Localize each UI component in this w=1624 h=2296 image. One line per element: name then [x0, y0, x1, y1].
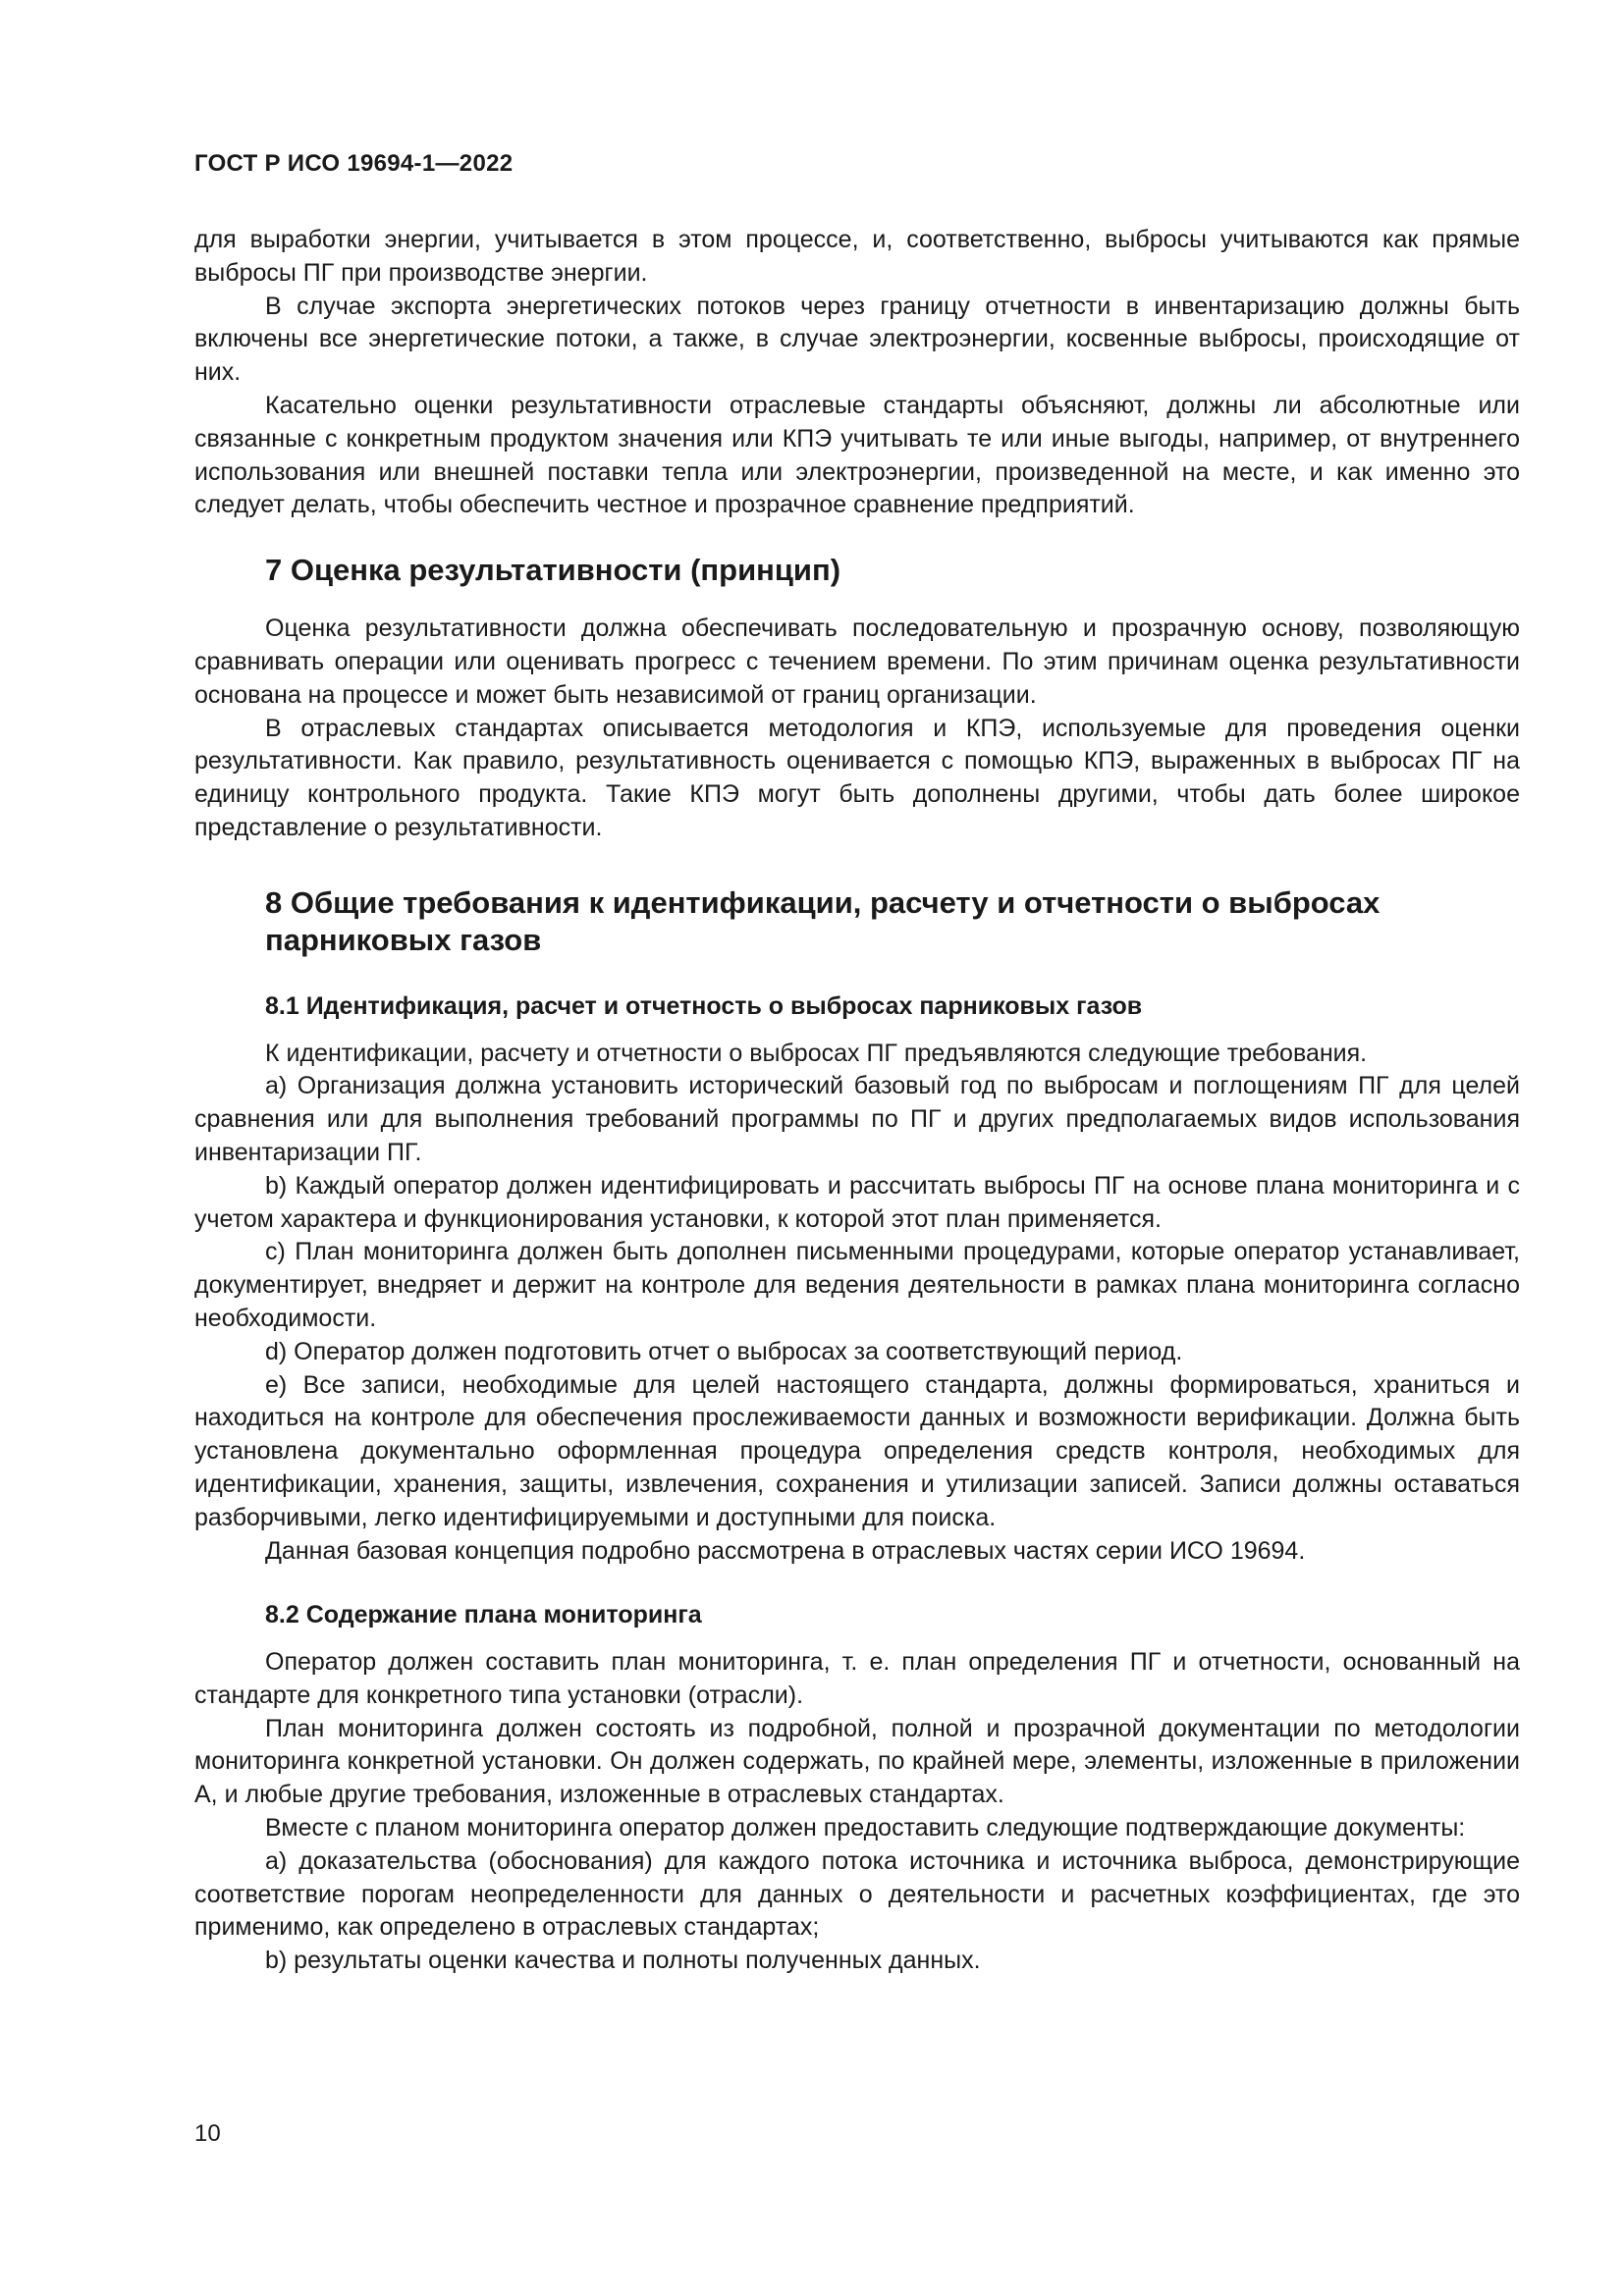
- document-page: [194, 0, 1520, 2296]
- list-item: а) доказательства (обоснования) для каждого потока источника и источника выброса, демонстрирующие соответствие порогам неопределенности для данных о деятельности и расчетных коэффициентах, где это применимо, как определено в отраслевых стандартах;: [194, 1846, 1520, 1942]
- document-body: [194, 224, 1520, 1978]
- subsection-8-1-heading: 8.1 Идентификация, расчет и отчетность о выбросах парниковых газов: [265, 991, 1143, 1020]
- paragraph: Оценка результативности должна обеспечивать последовательную и прозрачную основу, позволяющую сравнивать операции или оценивать прогресс с течением времени. По этим причинам оценка результативности основана на процессе и может быть независимой от границ организации.: [194, 614, 1520, 709]
- list-item: b) Каждый оператор должен идентифицировать и рассчитать выбросы ПГ на основе плана мониторинга и с учетом характера и функционирования установки, к которой этот план применяется.: [194, 1171, 1520, 1233]
- subsection-8-2-heading: 8.2 Содержание плана мониторинга: [265, 1601, 702, 1629]
- list-item: b) результаты оценки качества и полноты полученных данных.: [265, 1947, 981, 1975]
- list-item: а) Организация должна установить исторический базовый год по выбросам и поглощениям ПГ для целей сравнения или для выполнения требований программы по ПГ и других предполагаемых видов использования инвентаризации ПГ.: [194, 1072, 1520, 1166]
- standard-code-header: ГОСТ Р ИСО 19694-1—2022: [194, 150, 514, 177]
- paragraph: Вместе с планом мониторинга оператор должен предоставить следующие подтверждающие документы:: [265, 1814, 1466, 1842]
- section-8-heading: 8 Общие требования к идентификации, расчету и отчетности о выбросах парниковых газов: [265, 884, 1380, 957]
- paragraph: Касательно оценки результативности отраслевые стандарты объясняют, должны ли абсолютные или связанные с конкретным продуктом значения или КПЭ учитывать те или иные выгоды, например, от внутреннего использования или внешней поставки тепла или электроэнергии, произведенной на месте, и как именно это следует делать, чтобы обеспечить честное и прозрачное сравнение предприятий.: [194, 391, 1520, 519]
- page-number: 10: [194, 2120, 221, 2147]
- paragraph: Оператор должен составить план мониторинга, т. е. план определения ПГ и отчетности, основанный на стандарте для конкретного типа установки (отрасли).: [194, 1648, 1520, 1709]
- paragraph: В отраслевых стандартах описывается методология и КПЭ, используемые для проведения оценки результативности. Как правило, результативность оценивается с помощью КПЭ, выраженных в выбросах ПГ на единицу контрольного продукта. Такие КПЭ могут быть дополнены другими, чтобы дать более широкое представление о результативности.: [194, 714, 1520, 841]
- paragraph: К идентификации, расчету и отчетности о выбросах ПГ предъявляются следующие требования.: [265, 1039, 1368, 1067]
- list-item: c) План мониторинга должен быть дополнен письменными процедурами, которые оператор устанавливает, документирует, внедряет и держит на контроле для ведения деятельности в рамках плана мониторинга согласно необходимости.: [194, 1238, 1520, 1332]
- section-7-heading: 7 Оценка результативности (принцип): [265, 553, 841, 588]
- paragraph: В случае экспорта энергетических потоков через границу отчетности в инвентаризацию должны быть включены все энергетические потоки, а также, в случае электроэнергии, косвенные выбросы, происходящие от них.: [194, 292, 1520, 387]
- paragraph: Данная базовая концепция подробно рассмотрена в отраслевых частях серии ИСО 19694.: [265, 1536, 1306, 1565]
- paragraph: План мониторинга должен состоять из подробной, полной и прозрачной документации по методологии мониторинга конкретной установки. Он должен содержать, по крайней мере, элементы, изложенные в приложении А, и любые другие требования, изложенные в отраслевых стандартах.: [194, 1714, 1520, 1809]
- paragraph-continuation: для выработки энергии, учитывается в этом процессе, и, соответственно, выбросы учитываются как прямые выбросы ПГ при производстве энергии.: [194, 226, 1520, 287]
- list-item: d) Оператор должен подготовить отчет о выбросах за соответствующий период.: [265, 1337, 1183, 1365]
- list-item: e) Все записи, необходимые для целей настоящего стандарта, должны формироваться, храниться и находиться на контроле для обеспечения прослеживаемости данных и возможности верификации. Должна быть установлена документально оформленная процедура определения средств контроля, необходимых для идентификации, хранения, защиты, извлечения, сохранения и утилизации записей. Записи должны оставаться разборчивыми, легко идентифицируемыми и доступными для поиска.: [194, 1370, 1520, 1531]
